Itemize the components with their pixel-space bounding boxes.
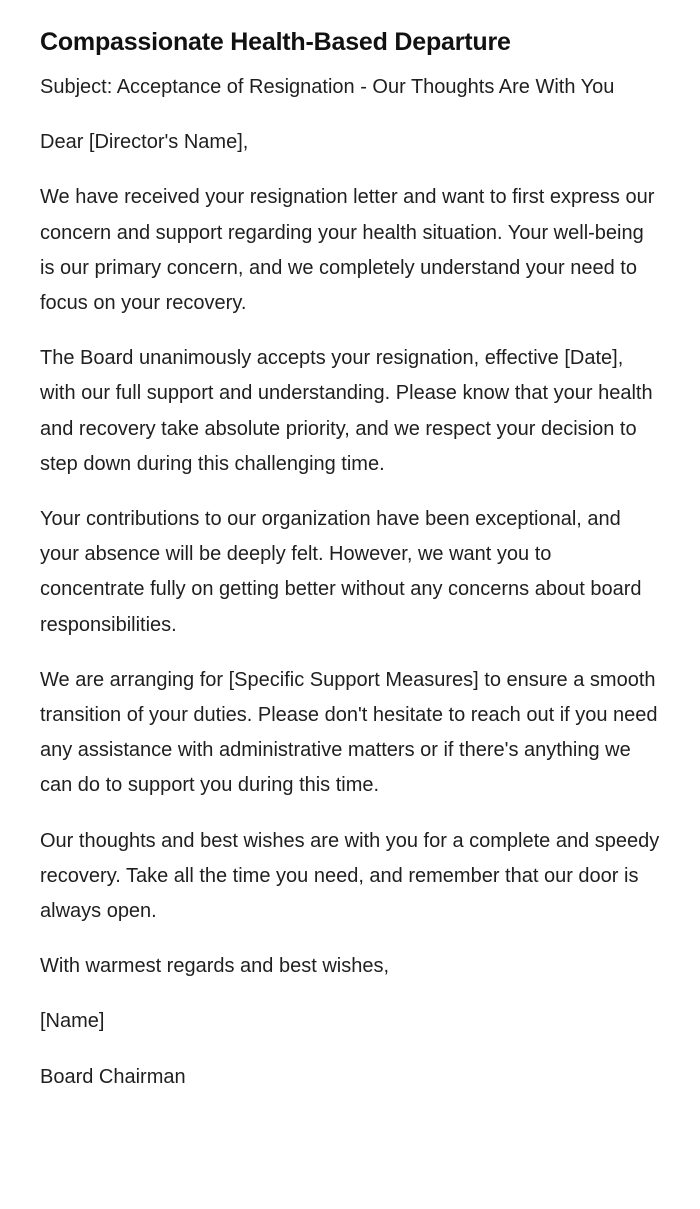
subject-line: Subject: Acceptance of Resignation - Our Thoughts Are With You xyxy=(40,76,615,98)
salutation: Dear [Director's Name], xyxy=(40,131,249,154)
body-paragraph-4: We are arranging for [Specific Support Measures] to ensure a smooth transition of your duties. Please don't hesitate to reach out if you need any assistance with administrative matters or if there's anything we can do to support you during this time. xyxy=(40,668,658,797)
body-paragraph-2: The Board unanimously accepts your resignation, effective [Date], with our full support and understanding. Please know that your health and recovery take absolute priority, and we respect your decision to step down during this challenging time. xyxy=(40,347,653,475)
body-paragraph-3: Your contributions to our organization have been exceptional, and your absence will be deeply felt. However, we want you to concentrate fully on getting better without any concerns about board responsibilities. xyxy=(40,508,642,636)
closing-line: With warmest regards and best wishes, xyxy=(40,955,390,978)
signature-title: Board Chairman xyxy=(40,1065,186,1088)
body-paragraph-1: We have received your resignation letter and want to first express our concern and support regarding your health situation. Your well-being is our primary concern, and we completely understand your need to focus on your recovery. xyxy=(40,186,655,315)
document-title: Compassionate Health-Based Departure xyxy=(40,28,511,56)
signature-name: [Name] xyxy=(40,1010,105,1033)
body-paragraph-5: Our thoughts and best wishes are with you for a complete and speedy recovery. Take all the time you need, and remember that our door is always open. xyxy=(40,829,660,923)
